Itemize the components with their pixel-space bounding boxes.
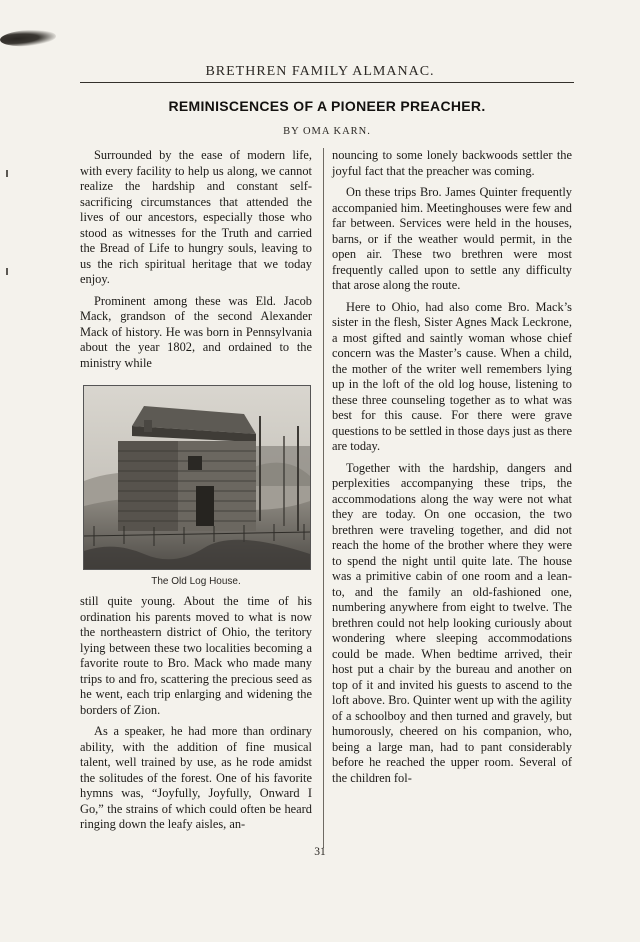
header-rule (80, 82, 574, 83)
column-divider (323, 148, 324, 848)
article-byline: BY OMA KARN. (283, 126, 371, 137)
paragraph: Here to Ohio, had also come Bro. Mack’s sister in the flesh, Sister Agnes Mack Leckrone, a most gifted and saintly woman whose chief concern was the Master’s cause. When a child, the mother of the writer well remembers lying up in the loft of the old log house, listening to these three counseling together as to what was best for this cause. For there were grave questions to be settled in those days just as there are today. (332, 299, 572, 453)
paragraph: nouncing to some lonely backwoods settler the joyful fact that the preacher was coming. (332, 148, 572, 178)
log-house-photo (83, 385, 311, 570)
left-column-bottom (80, 594, 312, 839)
paragraph: Surrounded by the ease of modern life, with every facility to help us along, we cannot realize the hardship and constant self-sacrificing circumstances that attended the lives of our ancestors, especially those who stood as witnesses for the Truth and carried the Bread of Life to hungry souls, leaving to us the rich spiritual heritage that we today enjoy. (80, 148, 312, 286)
margin-mark (6, 170, 8, 177)
paragraph: As a speaker, he had more than ordinary ability, with the addition of fine musical talent, well trained by use, as he rode amidst the solitudes of the forest. One of his favorite hymns was, “Joyfully, Joyfully, Onward I Go,” the strains of which could often be heard ringing down the leafy aisles, an- (80, 724, 312, 831)
running-head: BRETHREN FAMILY ALMANAC. (205, 64, 435, 79)
paragraph: On these trips Bro. James Quinter frequently accompanied him. Meetinghouses were few and far between. Services were held in the houses, barns, or if the weather would permit, in the open air. These two brethren were most frequently called upon to settle any difficulty that arose along the route. (332, 185, 572, 292)
ink-smudge (0, 28, 56, 48)
paragraph: Together with the hardship, dangers and perplexities accompanying these trips, the accommodations along the way were not what they are today. On one occasion, the two brethren were traveling together, and did not reach the home of the brother where they were to spend the night until quite late. The house was a primitive cabin of one room and a lean-to, and the family an old-fashioned one, numbering anywhere from eight to twelve. The brethren could not help looking curiously about wondering where sleeping accommodations could be made. When bedtime arrived, their host put a chair by the bureau and another on top of it and invited his guests to ascend to the loft above. Bro. Quinter went up with the agility of a schoolboy and then turned and gravely, but humorously, cheered on his companion, who, being a large man, had to pant considerably before he reached the upper room. Several of the children fol- (332, 460, 572, 785)
left-column-top (80, 148, 312, 377)
photo-caption: The Old Log House. (151, 576, 241, 587)
log-house-image (84, 386, 310, 569)
paragraph: Prominent among these was Eld. Jacob Mack, grandson of the second Alexander Mack of history. He was born in Pennsylvania about the year 1802, and ordained to the ministry while (80, 293, 312, 370)
page-number: 31 (314, 846, 326, 858)
paragraph: still quite young. About the time of his ordination his parents moved to what is now the northeastern district of Ohio, the teritory lying between these two localities becoming a favorite route to Bro. Mack who made many trips to and fro, scattering the precious seed as he went, each trip enlarging and widening the borders of Zion. (80, 594, 312, 717)
article-title: REMINISCENCES OF A PIONEER PREACHER. (168, 98, 486, 114)
margin-mark (6, 268, 8, 275)
right-column (332, 148, 572, 792)
